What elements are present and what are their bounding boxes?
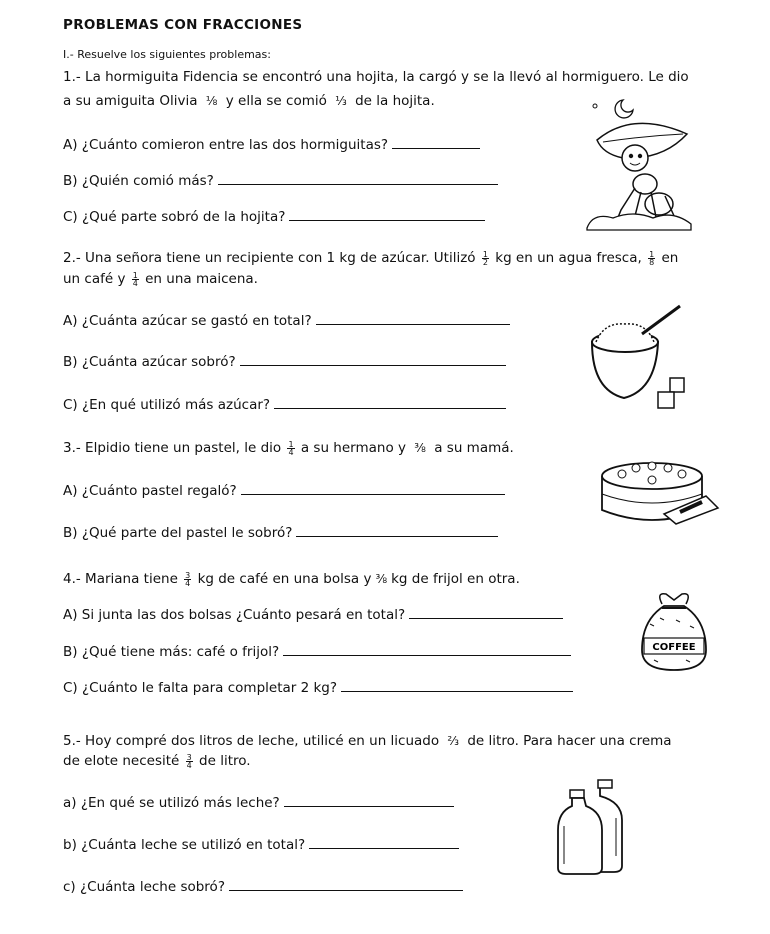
p4-answer-a-line[interactable] [409, 606, 563, 619]
p2-line2b: en una maicena. [145, 271, 258, 287]
p1-question-a [63, 136, 480, 154]
p1-line2 [63, 92, 435, 110]
p2-line1c: en [661, 250, 679, 266]
p4-question-c [63, 679, 573, 697]
p3-answer-a-line[interactable] [241, 482, 505, 495]
p5-line2 [63, 752, 251, 770]
p4-line1b: kg de café en una bolsa y [197, 571, 372, 587]
p4-question-b-text: B) ¿Qué tiene más: café o frijol? [63, 644, 280, 660]
p4-answer-c-line[interactable] [341, 679, 573, 692]
p2-question-c [63, 396, 506, 414]
p3-fraction-three-eighths: ⅜ [414, 441, 426, 455]
sugar-cube-icon [670, 378, 684, 392]
p1-question-c [63, 208, 485, 226]
p5-line2a: de elote necesité [63, 753, 180, 769]
p2-line1a: 2.- Una señora tiene un recipiente con 1 kg de azúcar. Utilizó [63, 250, 476, 266]
p1-question-c-text: C) ¿Qué parte sobró de la hojita? [63, 209, 286, 225]
p2-question-a [63, 312, 510, 330]
ant-head-icon [622, 145, 648, 171]
p1-question-a-text: A) ¿Cuánto comieron entre las dos hormiguitas? [63, 137, 389, 153]
p4-question-a-text: A) Si junta las dos bolsas ¿Cuánto pesará en total? [63, 607, 406, 623]
p4-question-b [63, 643, 571, 661]
p2-line2 [63, 270, 258, 288]
page-title: PROBLEMAS CON FRACCIONES [63, 17, 303, 33]
star-icon [593, 104, 597, 108]
p4-line1 [63, 570, 520, 588]
ant-body-icon [633, 174, 657, 194]
p2-question-b [63, 353, 506, 371]
p3-line1b: a su hermano y [300, 440, 406, 456]
p2-answer-c-line[interactable] [274, 396, 506, 409]
p4-line1c: kg de frijol en otra. [391, 571, 520, 587]
p5-answer-a-line[interactable] [284, 794, 454, 807]
p5-answer-b-line[interactable] [309, 836, 459, 849]
p2-line1b: kg en un agua fresca, [495, 250, 642, 266]
p1-line2b: y ella se comió [225, 93, 327, 109]
p1-line2a: a su amiguita Olivia [63, 93, 198, 109]
p2-f3-den: 4 [132, 278, 138, 288]
p1-answer-c-line[interactable] [289, 208, 485, 221]
p2-f1-den: 2 [482, 257, 488, 267]
p1-question-b [63, 172, 498, 190]
p5-question-a-text: a) ¿En qué se utilizó más leche? [63, 795, 280, 811]
p1-fraction-third: ⅓ [335, 94, 347, 108]
p3-fraction-quarter [287, 441, 294, 456]
p4-line1a: 4.- Mariana tiene [63, 571, 178, 587]
p5-question-b [63, 836, 459, 854]
milk-bottle-front-icon [558, 798, 602, 874]
p3-question-b [63, 524, 498, 542]
coffee-bag-illustration [636, 590, 712, 674]
p3-line1a: 3.- Elpidio tiene un pastel, le dio [63, 440, 282, 456]
moon-icon [615, 100, 633, 118]
p4-f1-num: 3 [185, 570, 191, 580]
cake-slice-icon [664, 496, 718, 524]
p3-question-a [63, 482, 505, 500]
p5-question-c-text: c) ¿Cuánta leche sobró? [63, 879, 225, 895]
p3-f1-den: 4 [288, 447, 294, 457]
p1-line1: 1.- La hormiguita Fidencia se encontró una hojita, la cargó y se la llevó al hormiguero. Le dio [63, 69, 689, 85]
p3-question-b-text: B) ¿Qué parte del pastel le sobró? [63, 525, 293, 541]
p2-fraction-eighth [648, 251, 655, 266]
p2-f1-num: 1 [482, 249, 488, 259]
p2-fraction-quarter [132, 272, 139, 287]
p5-f2-den: 4 [186, 760, 192, 770]
p2-answer-a-line[interactable] [316, 312, 510, 325]
ant-leaf-illustration [583, 92, 695, 232]
p4-answer-b-line[interactable] [283, 643, 571, 656]
p3-line1c: a su mamá. [434, 440, 514, 456]
p2-question-b-text: B) ¿Cuánta azúcar sobró? [63, 354, 236, 370]
p3-f1-num: 1 [288, 439, 294, 449]
p5-question-c [63, 878, 463, 896]
spoon-icon [642, 306, 680, 334]
instruction: I.- Resuelve los siguientes problemas: [63, 48, 271, 61]
p2-fraction-half [482, 251, 489, 266]
p5-f2-num: 3 [186, 752, 192, 762]
p5-fraction-three-quarters [186, 754, 193, 769]
p4-f1-den: 4 [185, 578, 191, 588]
p3-answer-b-line[interactable] [296, 524, 498, 537]
p5-fraction-two-thirds: ⅔ [447, 734, 460, 748]
p3-line1 [63, 439, 514, 457]
p1-answer-b-line[interactable] [218, 172, 498, 185]
p4-fraction-three-eighths: ⅜ [375, 572, 388, 586]
p5-line1 [63, 732, 672, 750]
cake-illustration [598, 456, 722, 530]
p5-line2b: de litro. [199, 753, 251, 769]
p2-line1 [63, 249, 678, 267]
p4-question-c-text: C) ¿Cuánto le falta para completar 2 kg? [63, 680, 338, 696]
p1-fraction-eighth: ⅛ [205, 94, 218, 108]
p1-line2c: de la hojita. [355, 93, 435, 109]
coffee-label-text: COFFEE [652, 642, 696, 653]
p5-question-a [63, 794, 454, 812]
sugar-bowl-illustration [584, 302, 692, 412]
p2-answer-b-line[interactable] [240, 353, 506, 366]
p2-question-c-text: C) ¿En qué utilizó más azúcar? [63, 397, 271, 413]
p4-question-a [63, 606, 563, 624]
p3-question-a-text: A) ¿Cuánto pastel regaló? [63, 483, 237, 499]
p2-question-a-text: A) ¿Cuánta azúcar se gastó en total? [63, 313, 312, 329]
p2-f2-num: 1 [649, 249, 655, 259]
p5-question-b-text: b) ¿Cuánta leche se utilizó en total? [63, 837, 306, 853]
p2-f2-den: 8 [649, 257, 655, 267]
p5-line1b: de litro. Para hacer una crema [467, 733, 672, 749]
p5-answer-c-line[interactable] [229, 878, 463, 891]
p1-question-b-text: B) ¿Quién comió más? [63, 173, 214, 189]
p1-answer-a-line[interactable] [392, 136, 480, 149]
p2-line2a: un café y [63, 271, 126, 287]
milk-bottles-illustration [556, 776, 636, 876]
cloud-icon [587, 214, 691, 230]
p4-fraction-three-quarters [184, 572, 191, 587]
p5-line1a: 5.- Hoy compré dos litros de leche, utilicé en un licuado [63, 733, 440, 749]
p2-f3-num: 1 [132, 270, 138, 280]
